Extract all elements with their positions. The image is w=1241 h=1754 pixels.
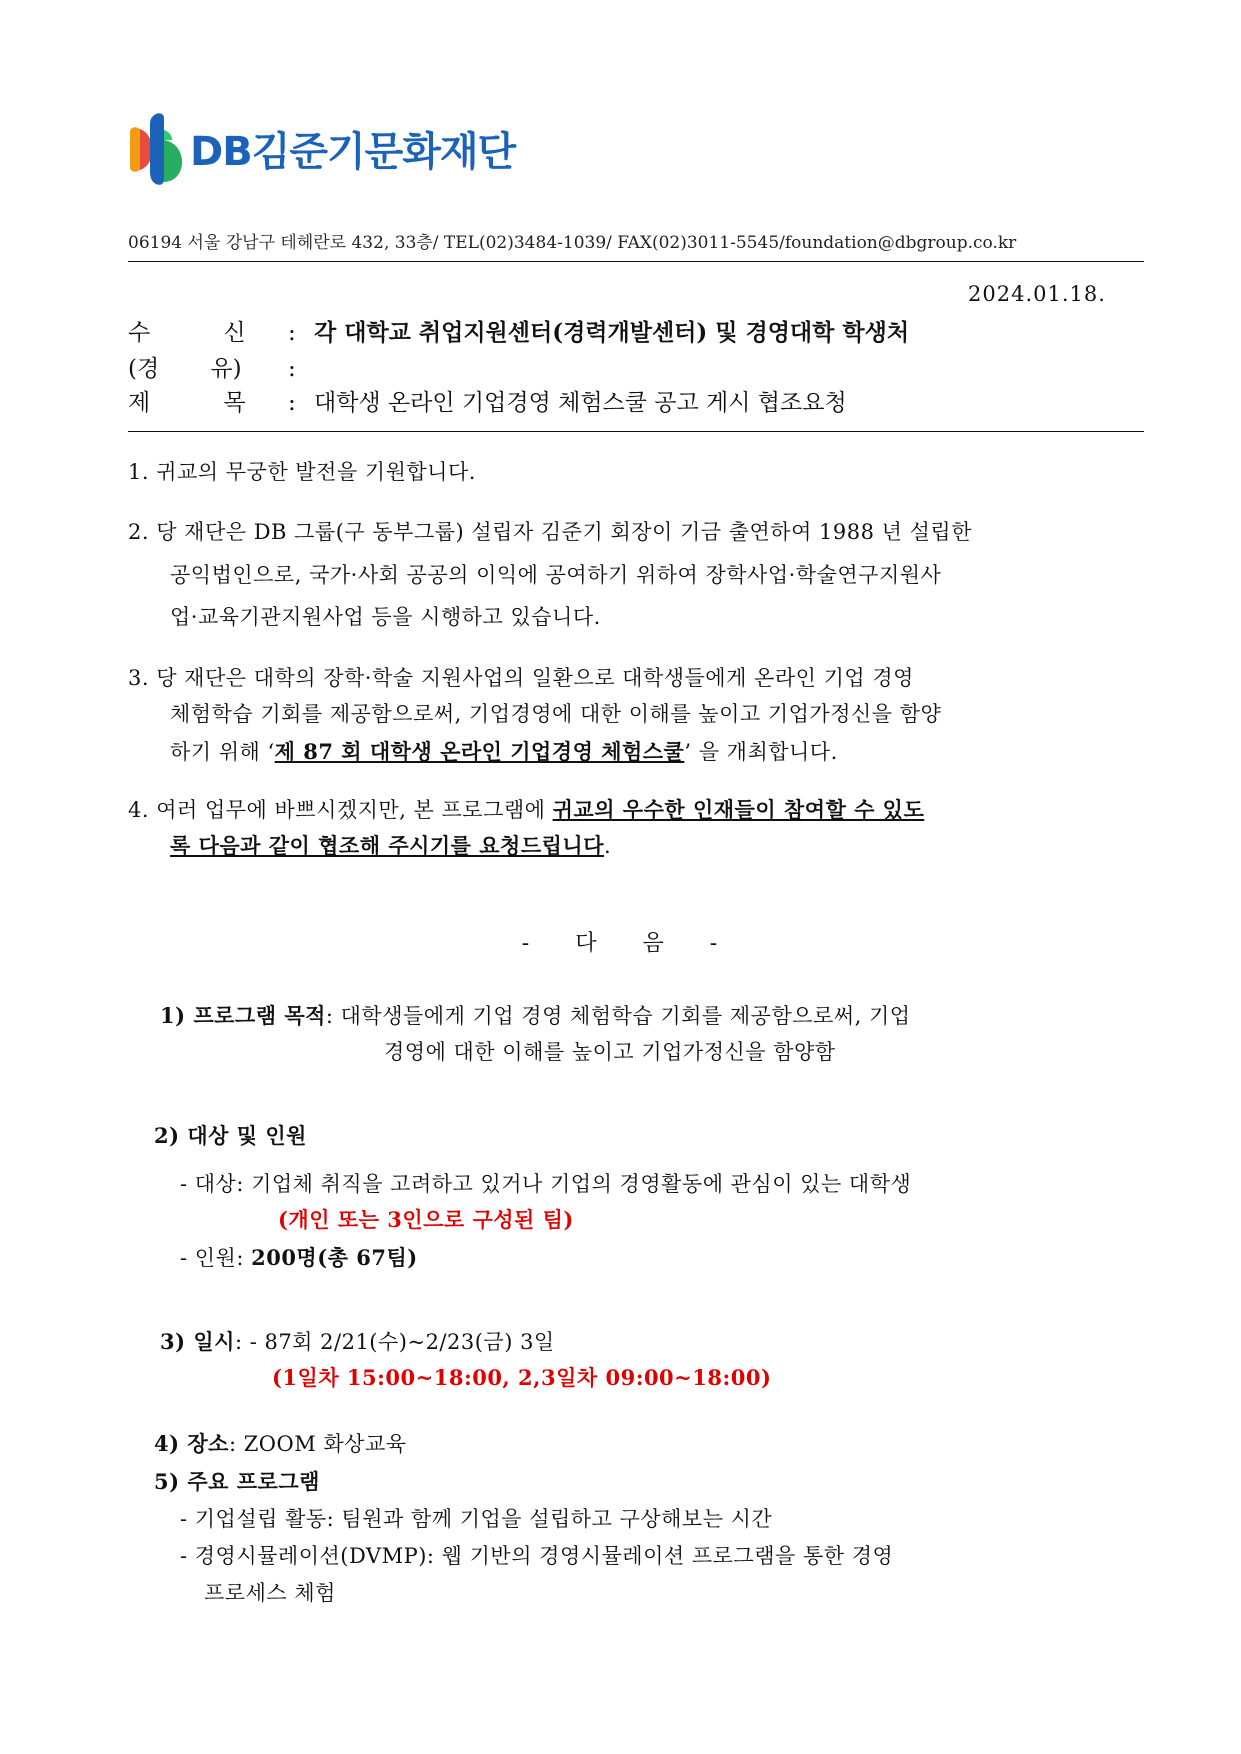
via-row xyxy=(128,350,314,383)
recipient-label: 수 신 xyxy=(128,320,246,346)
section-4-line xyxy=(154,1428,407,1458)
section-2-target: - 대상: 기업체 취직을 고려하고 있거나 기업의 경영활동에 관심이 있는 대학생 xyxy=(180,1172,912,1196)
paragraph-3-line-3-start: 하기 위해 ‘ xyxy=(170,740,275,764)
via-label: (경 유) xyxy=(128,356,242,382)
paragraph-3-line-3-end: ’ 을 개최합니다. xyxy=(684,740,838,764)
letterhead-divider xyxy=(128,261,1144,262)
program-title-emphasis: 제 87 회 대학생 온라인 기업경영 체험스쿨 xyxy=(274,739,685,764)
paragraph-4-line-2-end: . xyxy=(604,834,612,858)
logo-db-text: DB xyxy=(190,128,252,175)
paragraph-2-line-1: 2. 당 재단은 DB 그룹(구 동부그룹) 설립자 김준기 회장이 기금 출연하여 1988 년 설립한 xyxy=(128,520,972,544)
notice-heading-dash-right: - xyxy=(709,931,720,956)
section-2-count-label: - 인원: xyxy=(180,1246,252,1270)
section-5-item-1: - 기업설립 활동: 팀원과 함께 기업을 설립하고 구상해보는 시간 xyxy=(180,1507,773,1531)
logo-name-text: 김준기문화재단 xyxy=(251,128,516,175)
recipient-colon: : xyxy=(288,320,296,346)
section-1-text-2: 경영에 대한 이해를 높이고 기업가정신을 함양함 xyxy=(384,1040,836,1064)
subject-value: 대학생 온라인 기업경영 체험스쿨 공고 게시 협조요청 xyxy=(314,390,847,416)
section-4-label: 4) 장소 xyxy=(154,1431,229,1456)
notice-heading xyxy=(0,926,1241,957)
subject-colon: : xyxy=(288,390,296,416)
section-3-label: 3) 일시 xyxy=(160,1329,235,1354)
paragraph-3-line-2: 체험학습 기회를 제공함으로써, 기업경영에 대한 이해를 높이고 기업가정신을 함양 xyxy=(170,702,942,726)
paragraph-3-line-1: 3. 당 재단은 대학의 장학·학술 지원사업의 일환으로 대학생들에게 온라인 기업 경영 xyxy=(128,666,914,690)
section-2-count-value: 200명(총 67팀) xyxy=(251,1245,418,1270)
paragraph-4-line-1 xyxy=(128,794,924,824)
paragraph-1: 1. 귀교의 무궁한 발전을 기원합니다. xyxy=(128,460,476,484)
db-logo-icon xyxy=(126,110,184,186)
section-2-target-note: (개인 또는 3인으로 구성된 팀) xyxy=(278,1207,574,1232)
section-5-label: 5) 주요 프로그램 xyxy=(154,1469,320,1494)
subject-label: 제 목 xyxy=(128,390,246,416)
paragraph-4-emphasis-2: 록 다음과 같이 협조해 주시기를 요청드립니다 xyxy=(170,833,604,858)
logo-wordmark xyxy=(190,120,515,177)
notice-heading-char-2: 음 xyxy=(642,931,666,956)
paragraph-3-line-3 xyxy=(170,736,838,766)
header-divider xyxy=(128,431,1144,432)
section-3-note: (1일차 15:00~18:00, 2,3일차 09:00~18:00) xyxy=(272,1365,772,1390)
section-2-label: 2) 대상 및 인원 xyxy=(154,1123,307,1148)
recipient-value: 각 대학교 취업지원센터(경력개발센터) 및 경영대학 학생처 xyxy=(314,319,910,346)
notice-heading-dash-left: - xyxy=(521,931,532,956)
paragraph-2-line-2: 공익법인으로, 국가·사회 공공의 이익에 공여하기 위하여 장학사업·학술연구지원사 xyxy=(170,563,942,587)
notice-heading-char-1: 다 xyxy=(575,931,599,956)
subject-row xyxy=(128,384,847,417)
section-3-value: : - 87회 2/21(수)~2/23(금) 3일 xyxy=(234,1330,555,1354)
section-1-text-1: : 대학생들에게 기업 경영 체험학습 기회를 제공함으로써, 기업 xyxy=(325,1004,911,1028)
foundation-logo xyxy=(126,108,515,188)
section-5-item-2-line-2: 프로세스 체험 xyxy=(204,1581,336,1605)
section-2-count xyxy=(180,1242,418,1272)
document-date: 2024.01.18. xyxy=(968,282,1106,306)
paragraph-4-line-1-start: 4. 여러 업무에 바쁘시겠지만, 본 프로그램에 xyxy=(128,798,553,822)
via-colon: : xyxy=(288,356,296,382)
paragraph-4-line-2 xyxy=(170,830,611,860)
section-1-line-1 xyxy=(160,1000,911,1030)
section-3-line-1 xyxy=(160,1326,555,1356)
recipient-row xyxy=(128,314,909,347)
section-4-value: : ZOOM 화상교육 xyxy=(228,1432,407,1456)
paragraph-2-line-3: 업·교육기관지원사업 등을 시행하고 있습니다. xyxy=(170,605,601,629)
section-1-label: 1) 프로그램 목적 xyxy=(160,1003,326,1028)
letterhead-address: 06194 서울 강남구 테헤란로 432, 33층/ TEL(02)3484-1039/ FAX(02)3011-5545/foundation@dbgroup.co.kr xyxy=(128,233,1017,253)
section-5-item-2-line-1: - 경영시뮬레이션(DVMP): 웹 기반의 경영시뮬레이션 프로그램을 통한 경영 xyxy=(180,1544,894,1568)
paragraph-4-emphasis-1: 귀교의 우수한 인재들이 참여할 수 있도 xyxy=(552,797,925,822)
